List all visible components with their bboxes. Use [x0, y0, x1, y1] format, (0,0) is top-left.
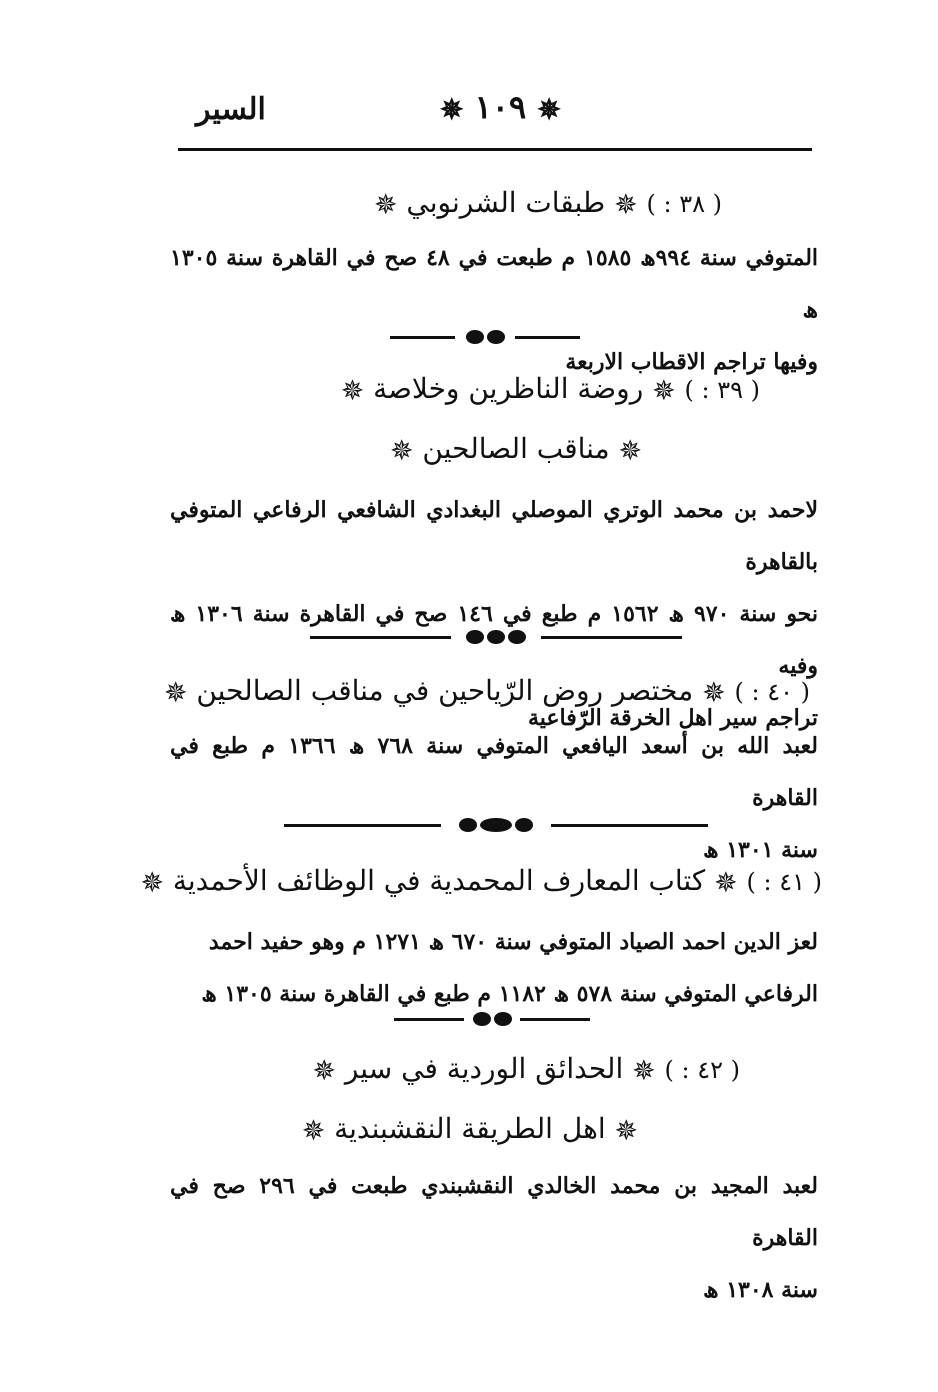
- entry-title: مناقب الصالحين: [422, 432, 610, 465]
- ornament-icon: ✵: [163, 676, 188, 709]
- ornament-icon: ✵: [537, 93, 561, 126]
- section-divider: [310, 630, 682, 644]
- body-line: وفيها تراجم الاقطاب الاربعة: [565, 349, 818, 375]
- entry-body: [170, 232, 818, 388]
- entry-title: مختصر روض الرّياحين في مناقب الصالحين: [196, 674, 694, 707]
- entry-heading: [164, 674, 810, 709]
- ornament-icon: ✵: [614, 188, 638, 221]
- ornament-icon: ✵: [312, 1054, 336, 1087]
- entry-heading: [312, 1052, 740, 1087]
- body-line: سنة ١٣٠٨ ھ: [703, 1277, 818, 1303]
- body-line: لاحمد بن محمد الوتري الموصلي البغدادي الشافعي الرفاعي المتوفي بالقاهرة: [170, 497, 818, 575]
- entry-number: ( ٣٩ : ): [684, 376, 760, 404]
- body-line: الرفاعي المتوفي سنة ٥٧٨ ھ ١١٨٢ م طبع في القاهرة سنة ١٣٠٥ ھ: [201, 981, 818, 1007]
- entry-heading: [341, 372, 760, 407]
- running-title: السير: [196, 92, 266, 127]
- body-line: لعبد المجيد بن محمد الخالدي النقشبندي طبعت في ٢٩٦ صح في القاهرة: [170, 1173, 819, 1251]
- entry-number: ( ٤٢ : ): [664, 1056, 740, 1084]
- ornament-icon: ✵: [614, 1114, 638, 1147]
- entry-title: اهل الطريقة النقشبندية: [334, 1112, 606, 1145]
- entry-body: [170, 1160, 818, 1316]
- entry-body: [170, 720, 818, 876]
- ornament-icon: ✵: [390, 434, 414, 467]
- ornament-icon: ✵: [374, 188, 398, 221]
- body-line: لعز الدين احمد الصياد المتوفي سنة ٦٧٠ ھ ١٢٧١ م وهو حفيد احمد: [208, 929, 818, 955]
- ornament-icon: ✵: [632, 1054, 656, 1087]
- body-line: المتوفي سنة ٩٩٤ھ ١٥٨٥ م طبعت في ٤٨ صح في القاهرة سنة ١٣٠٥ ھ: [170, 245, 819, 323]
- page-number-block: [440, 88, 561, 126]
- section-divider: [394, 1012, 590, 1026]
- entry-title: كتاب المعارف المحمدية في الوظائف الأحمدية: [172, 864, 706, 897]
- page-number: ١٠٩: [474, 88, 527, 126]
- entry-heading: [374, 186, 722, 221]
- ornament-icon: ✵: [702, 676, 726, 709]
- entry-heading-continued: [302, 1112, 638, 1147]
- body-line: سنة ١٣٠١ ھ: [703, 837, 818, 863]
- body-line: لعبد الله بن أسعد اليافعي المتوفي سنة ٧٦٨ ھ ١٣٦٦ م طبع في القاهرة: [170, 733, 818, 811]
- ornament-icon: ✵: [340, 374, 365, 407]
- entry-number: ( ٤٠ : ): [734, 678, 810, 706]
- section-divider: [390, 330, 580, 344]
- entry-heading-continued: [390, 432, 642, 467]
- entry-number: ( ٣٨ : ): [646, 190, 722, 218]
- body-line: نحو سنة ٩٧٠ ھ ١٥٦٢ م طبع في ١٤٦ صح في القاهرة سنة ١٣٠٦ ھ وفيه: [170, 601, 819, 679]
- header-rule: [178, 148, 812, 151]
- ornament-icon: ✵: [652, 374, 676, 407]
- entry-number: ( ٤١ : ): [746, 868, 822, 896]
- ornament-icon: ✵: [301, 1114, 326, 1147]
- entry-title: طبقات الشرنوبي: [406, 186, 606, 219]
- entry-title: الحدائق الوردية في سير: [344, 1052, 624, 1085]
- ornament-icon: ✵: [440, 93, 464, 126]
- entry-title: روضة الناظرين وخلاصة: [373, 372, 644, 405]
- ornament-icon: ✵: [618, 434, 642, 467]
- entry-body: [170, 916, 818, 1020]
- body-line: تراجم سير اهل الخرقة الرّفاعية: [527, 705, 818, 731]
- ornament-icon: ✵: [140, 866, 164, 899]
- entry-heading: [140, 864, 822, 899]
- section-divider: [284, 818, 708, 832]
- ornament-icon: ✵: [714, 866, 738, 899]
